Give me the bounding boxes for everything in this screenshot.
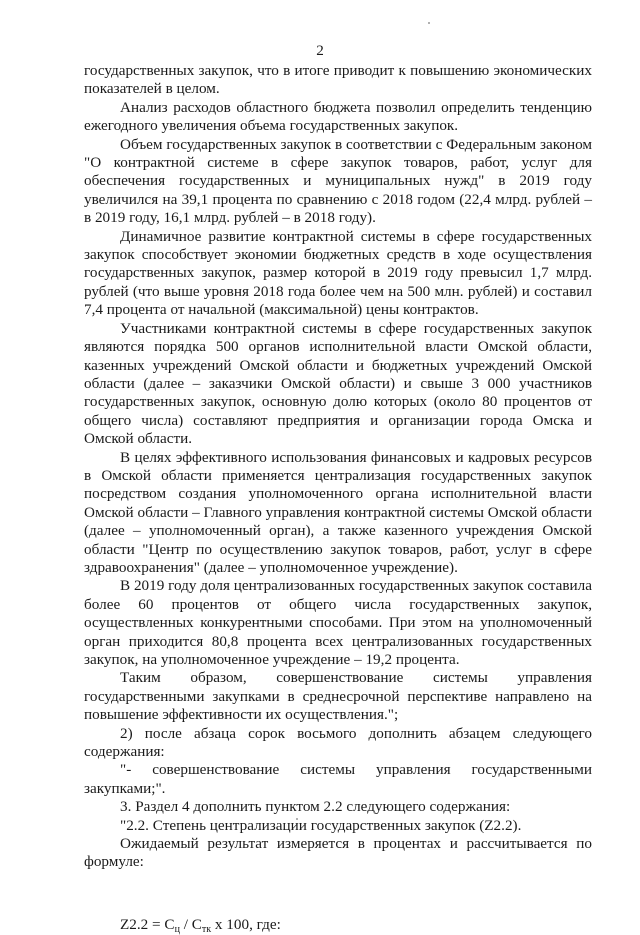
paragraph: 3. Раздел 4 дополнить пунктом 2.2 следующего содержания: <box>120 798 511 816</box>
paragraph: "- совершенствование системы управления государственными закупками;". <box>84 761 592 797</box>
paragraph: "2.2. Степень централизации государственных закупок (Z2.2). <box>120 816 522 834</box>
paragraph: Объем государственных закупок в соответствии с Федеральным законом "О контрактной системе в сфере закупок товаров, работ, услуг для обеспечения государственных и муниципальных нужд" в 2019 году увеличился на 39,1 процента по сравнению с 2018 годом (22,4 млрд. рублей – в 2019 году, 16,1 млрд. рублей – в 2018 году). <box>84 135 592 227</box>
paragraph: В 2019 году доля централизованных государственных закупок составила более 60 процентов от общего числа государственных закупок, осуществленных конкурентными способами. При этом на уполномоченный орган приходится 80,8 процента всех централизованных государственных закупок, на уполномоченное учреждение – 19,2 процента. <box>84 577 592 668</box>
paragraph: Анализ расходов областного бюджета позволил определить тенденцию ежегодного увеличения объема государственных закупок. <box>84 98 592 135</box>
paragraph: Участниками контрактной системы в сфере государственных закупок являются порядка 500 органов исполнительной власти Омской области, казенных учреждений Омской области и бюджетных учреждений Омской области (далее – заказчики Омской области) и свыше 3 000 участников государственных закупок, основную долю которых (около 80 процентов от общего числа) составляют предприятия и организации города Омска и Омской области. <box>84 319 592 448</box>
paragraph: государственных закупок, что в итоге приводит к повышению экономических показателей в целом. <box>84 62 592 98</box>
formula-sub-tk: тк <box>201 923 212 935</box>
scan-speck <box>428 22 430 24</box>
paragraph: Ожидаемый результат измеряется в процентах и рассчитывается по формуле: <box>84 835 592 871</box>
formula-lhs: Z2.2 = C <box>120 915 175 933</box>
formula-mid: / C <box>179 915 202 933</box>
formula <box>84 916 592 934</box>
page-number: 2 <box>316 42 324 59</box>
paragraph: 2) после абзаца сорок восьмого дополнить абзацем следующего содержания: <box>84 724 592 761</box>
formula-rhs: х 100, где: <box>211 915 281 933</box>
document-body <box>84 62 592 934</box>
paragraph: Динамичное развитие контрактной системы в сфере государственных закупок способствует экономии бюджетных средств в ходе осуществления государственных закупок, размер которой в 2019 году превысил 1,7 млрд. рублей (что выше уровня 2018 года более чем на 500 млн. рублей) и составил 7,4 процента от начальной (максимальной) цены контрактов. <box>84 227 592 319</box>
formula-sub-c: ц <box>174 923 180 935</box>
paragraph: Таким образом, совершенствование системы управления государственными закупками в среднесрочной перспективе направлено на повышение эффективности их осуществления."; <box>84 669 592 724</box>
paragraph: В целях эффективного использования финансовых и кадровых ресурсов в Омской области применяется централизация государственных закупок посредством создания уполномоченного органа исполнительной власти Омской области – Главного управления контрактной системы Омской области (далее – уполномоченный орган), а также казенного учреждения Омской области "Центр по осуществлению закупок товаров, работ, услуг в сфере здравоохранения" (далее – уполномоченное учреждение). <box>84 448 592 576</box>
